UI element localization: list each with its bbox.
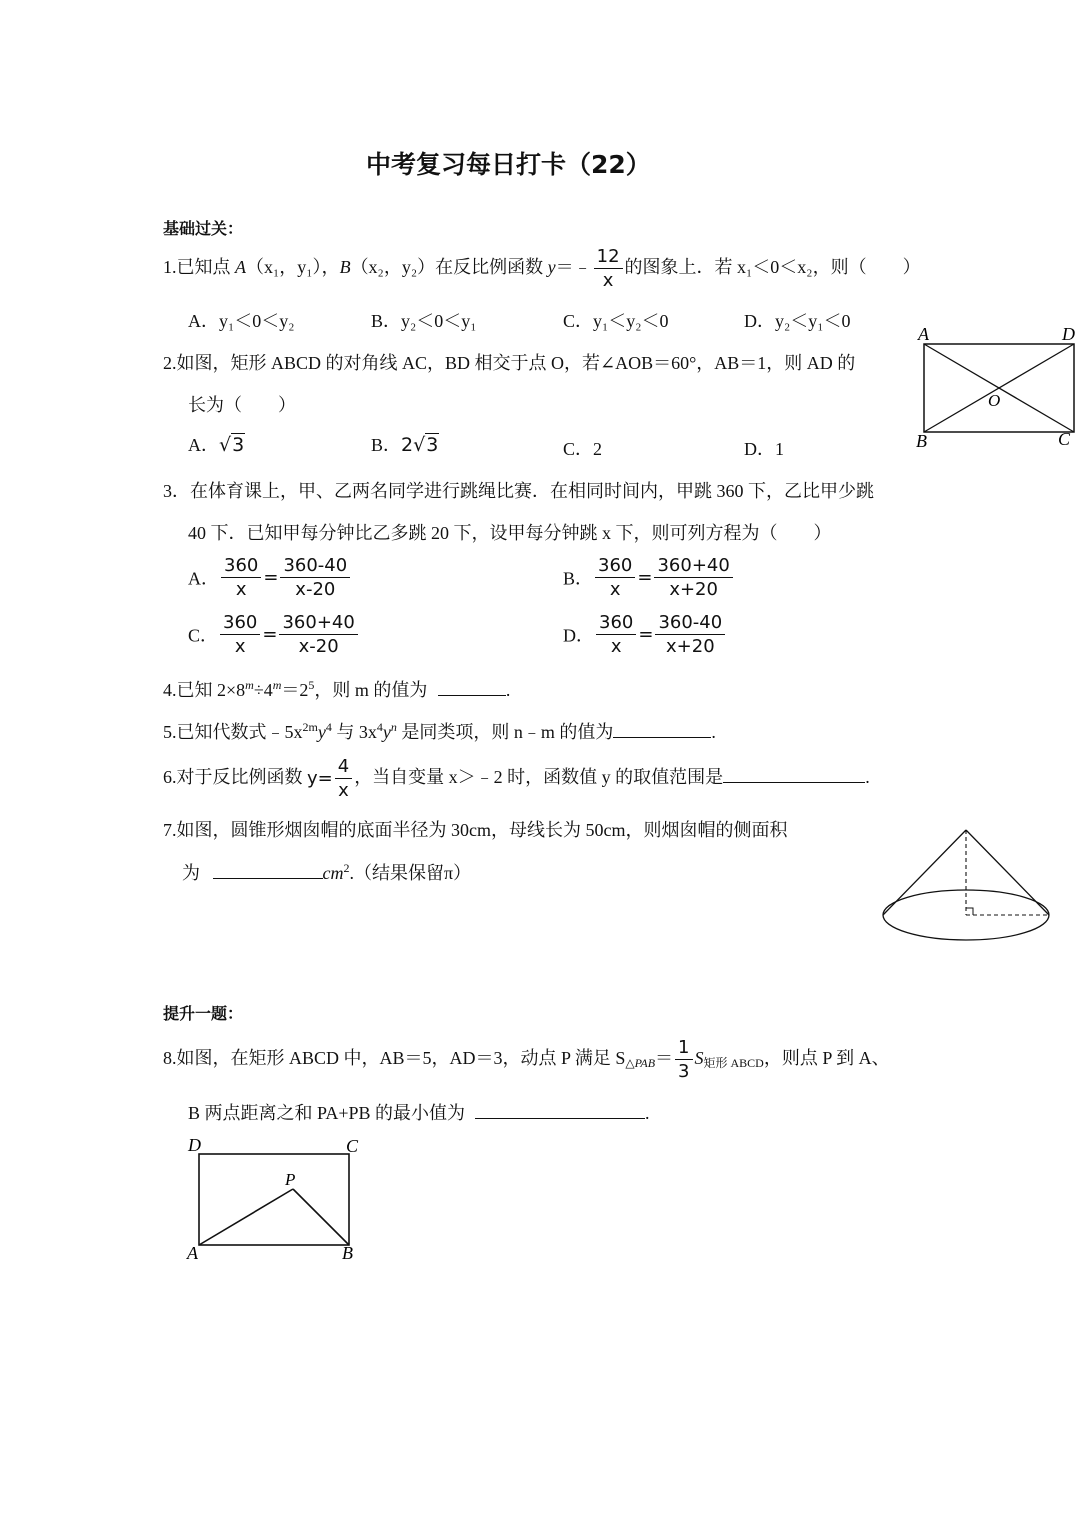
q2-option-a <box>188 431 245 457</box>
q3-option-a-left <box>221 554 261 601</box>
q3-option-a-right-den: x-20 <box>295 579 336 600</box>
q5-y1: y <box>317 722 326 742</box>
q3-option-d <box>563 611 727 658</box>
q2-label-o: O <box>988 391 1001 410</box>
q3-option-b-left-num: 360 <box>595 554 635 578</box>
q8-sub-pab: △PAB <box>625 1056 656 1070</box>
q4-prefix: 4.已知 2×8 <box>163 680 246 700</box>
q8-eq: ＝ <box>655 1048 674 1068</box>
q3-option-c-right-den: x-20 <box>298 636 339 657</box>
q2-option-b <box>371 431 439 457</box>
q8-line1 <box>163 1033 890 1088</box>
q3-option-d-eq: = <box>638 624 654 645</box>
q7-cone-side-right <box>966 830 1049 915</box>
q3-option-b-right-den: x+20 <box>669 579 718 600</box>
q8-rectangle-figure <box>182 1132 372 1262</box>
q2-option-a-radicand: 3 <box>232 434 245 456</box>
q7-line1: 7.如图，圆锥形烟囱帽的底面半径为 30cm，母线长为 50cm，则烟囱帽的侧面积 <box>163 820 788 840</box>
q1-point-b: B <box>339 257 351 277</box>
q7-cone-figure <box>878 824 1054 950</box>
question-1 <box>163 244 921 292</box>
q2-label-d: D <box>1062 324 1075 344</box>
q4-mid: ÷4 <box>253 680 273 700</box>
section-heading-advanced: 提升一题： <box>163 1004 244 1023</box>
q7-unit-sup: 2 <box>343 861 350 875</box>
q3-option-d-label: D． <box>563 625 594 646</box>
q2-rectangle-figure <box>912 322 1080 452</box>
q8-label-d: D <box>188 1135 201 1155</box>
q3-option-b-right <box>654 554 732 601</box>
q6-frac-num: 4 <box>335 755 352 779</box>
q2-label-b: B <box>916 431 927 451</box>
q2-option-c: C．2 <box>563 439 603 459</box>
q2-option-a-sqrt: √3 <box>219 434 245 456</box>
q3-option-d-right-den: x+20 <box>666 636 715 657</box>
q3-line2: 40 下．已知甲每分钟比乙多跳 20 下，设甲每分钟跳 x 下，则可列方程为（ ） <box>188 523 832 543</box>
q1-option-b: B．y₂＜0＜y₁ <box>371 311 477 331</box>
q8-label-c: C <box>346 1136 359 1156</box>
q5-sup-2m: 2m <box>302 720 318 734</box>
q6-fraction <box>335 755 352 802</box>
q8-answer-blank[interactable] <box>475 1100 645 1119</box>
q5-sup-4b: 4 <box>376 720 383 734</box>
q2-option-b-coef: 2 <box>401 434 414 456</box>
q2-option-b-sqrt: 2√3 <box>401 434 439 456</box>
q7-line2 <box>182 859 471 885</box>
q6-frac-den: x <box>338 780 349 802</box>
q3-option-c-left <box>220 611 260 658</box>
q1-suffix: 的图象上．若 x₁＜0＜x₂，则（ ） <box>624 257 921 277</box>
q1-option-d: D．y₂＜y₁＜0 <box>744 311 851 331</box>
q1-prefix: 1.已知点 <box>163 257 235 277</box>
q3-option-c-label: C． <box>188 625 219 646</box>
q3-option-c-left-num: 360 <box>220 611 260 635</box>
q1-fraction <box>594 245 623 292</box>
q6-prefix: 6.对于反比例函数 <box>163 767 307 787</box>
q7-right-angle <box>966 908 973 915</box>
q7-line2-prefix: 为 <box>182 863 205 883</box>
page-title: 中考复习每日打卡（22） <box>366 150 651 179</box>
q2-line1: 2.如图，矩形 ABCD 的对角线 AC，BD 相交于点 O，若∠AOB＝60°，AB＝1，则 AD 的 <box>163 353 856 373</box>
q4-end: . <box>505 680 511 700</box>
q5-sup-n: n <box>390 720 397 734</box>
q6-suffix: ，当自变量 x＞﹣2 时，函数值 y 的取值范围是 <box>354 767 724 787</box>
q1-option-c: C．y₁＜y₂＜0 <box>563 311 669 331</box>
q2-option-b-label: B． <box>371 435 402 455</box>
q4-answer-blank[interactable] <box>438 677 506 696</box>
q3-option-b-right-num: 360+40 <box>654 554 732 578</box>
q3-option-b-eq: = <box>637 567 653 588</box>
q5-answer-blank[interactable] <box>613 719 711 738</box>
q4-sup-m2: m <box>272 678 282 692</box>
q2-option-b-radicand: 3 <box>426 434 439 456</box>
q5-end: . <box>711 722 716 742</box>
q8-sub-rect: 矩形 ABCD <box>703 1056 764 1070</box>
section-heading-basic: 基础过关： <box>163 219 244 238</box>
question-4 <box>163 676 510 702</box>
q8-label-a: A <box>187 1243 198 1262</box>
q3-option-a-left-num: 360 <box>221 554 261 578</box>
q8-end: . <box>645 1103 650 1123</box>
q3-option-b-left-den: x <box>609 579 621 600</box>
q8-fraction <box>675 1036 692 1083</box>
q3-option-a-right <box>280 554 350 601</box>
q7-answer-blank[interactable] <box>213 860 323 879</box>
q4-suffix: ，则 m 的值为 <box>314 680 428 700</box>
q1-fn-eq: ＝﹣ <box>555 257 592 277</box>
q7-cone-side-left <box>883 830 966 915</box>
q5-prefix: 5.已知代数式﹣5x <box>163 722 303 742</box>
q3-option-c-right-num: 360+40 <box>279 611 357 635</box>
q2-option-d: D．1 <box>744 439 784 459</box>
q8-segment-pb <box>293 1189 349 1245</box>
q8-s: S <box>694 1048 704 1068</box>
q1-frac-num: 12 <box>594 245 623 269</box>
q5-y2: y <box>382 722 391 742</box>
q3-option-c-left-den: x <box>234 636 246 657</box>
q5-sup-4a: 4 <box>325 720 332 734</box>
q3-option-b-label: B． <box>563 568 594 589</box>
q1-coord-b: （x₂，y₂）在反比例函数 <box>350 257 548 277</box>
q3-option-c-right <box>279 611 357 658</box>
q5-mid: 与 3x <box>331 722 377 742</box>
q3-option-b-left <box>595 554 635 601</box>
q5-suffix: 是同类项，则 n﹣m 的值为 <box>396 722 614 742</box>
question-5 <box>163 718 716 744</box>
q2-label-c: C <box>1058 429 1071 449</box>
q3-option-c-eq: = <box>262 624 278 645</box>
q8-label-b: B <box>342 1243 353 1262</box>
q3-option-d-right-num: 360-40 <box>655 611 725 635</box>
q2-label-a: A <box>918 324 929 344</box>
q6-answer-blank[interactable] <box>723 764 865 783</box>
q3-option-a <box>188 554 352 601</box>
q2-line2: 长为（ ） <box>188 395 296 415</box>
q4-sup-m1: m <box>245 678 254 692</box>
q3-option-a-left-den: x <box>235 579 247 600</box>
q1-option-a: A．y₁＜0＜y₂ <box>188 311 295 331</box>
q4-eq: ＝2 <box>281 680 309 700</box>
q3-option-d-left-num: 360 <box>596 611 636 635</box>
q2-option-a-label: A． <box>188 435 219 455</box>
q7-line2-suffix: .（结果保留π） <box>349 863 472 883</box>
q8-frac-num: 1 <box>675 1036 692 1060</box>
q8-line2 <box>188 1099 650 1125</box>
q6-end: . <box>865 767 870 787</box>
q3-option-d-left-den: x <box>610 636 622 657</box>
q1-frac-den: x <box>602 270 614 292</box>
q3-option-a-right-num: 360-40 <box>280 554 350 578</box>
q3-option-a-eq: = <box>263 567 279 588</box>
q3-line1: 3．在体育课上，甲、乙两名同学进行跳绳比赛．在相同时间内，甲跳 360 下，乙比甲少跳 <box>163 481 874 501</box>
q8-segment-pa <box>199 1189 293 1245</box>
question-6 <box>163 752 870 804</box>
q8-line1-prefix: 8.如图，在矩形 ABCD 中，AB＝5，AD＝3，动点 P 满足 S <box>163 1048 626 1068</box>
q3-option-c <box>188 611 360 658</box>
q8-line1-suffix: ，则点 P 到 A、 <box>763 1048 890 1068</box>
q3-option-d-left <box>596 611 636 658</box>
q1-fn-lhs: y <box>547 257 556 277</box>
q1-point-a: A <box>235 257 246 277</box>
q3-option-d-right <box>655 611 725 658</box>
q4-sup-5: 5 <box>308 678 315 692</box>
q3-option-b <box>563 554 735 601</box>
q6-fn: y= <box>307 767 333 789</box>
q8-label-p: P <box>285 1170 296 1189</box>
q1-coord-a: （x₁，y₁）， <box>246 257 340 277</box>
q3-option-a-label: A． <box>188 568 219 589</box>
q8-line2-text: B 两点距离之和 PA+PB 的最小值为 <box>188 1103 466 1123</box>
q8-frac-den: 3 <box>678 1061 690 1083</box>
q7-unit: cm <box>322 863 344 883</box>
